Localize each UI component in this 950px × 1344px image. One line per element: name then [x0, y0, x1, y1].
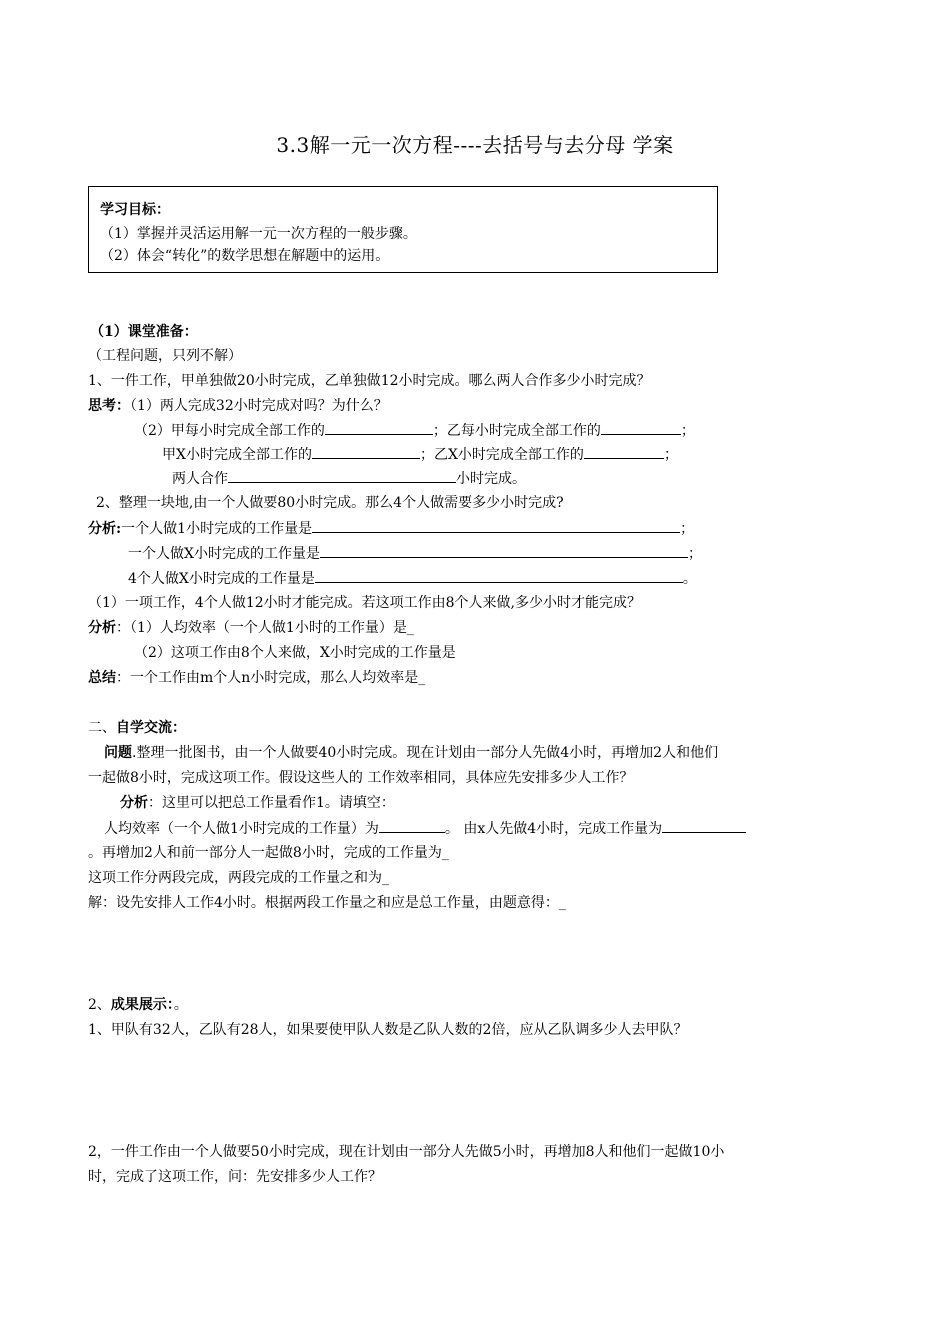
problem-label: 问题 [104, 745, 132, 761]
analysis2-line-1 [88, 618, 414, 638]
results-heading-text: 成果展示： [110, 997, 174, 1013]
think4-text-a: 两人合作 [172, 471, 228, 487]
self-heading-number: 二、 [88, 720, 116, 736]
problem-text-1: .整理一批图书，由一个人做要40小时完成。现在计划由一部分人先做4小时，再增加2人和他们 [132, 745, 719, 761]
analysis2-label: 分析 [88, 620, 116, 636]
self-study-heading [88, 718, 186, 738]
results-heading [88, 995, 188, 1015]
think2-text-a: （2）甲每小时完成全部工作的 [134, 423, 325, 439]
analysis2-line-2: （2）这项工作由8个人来做，X小时完成的工作量是 [134, 645, 456, 661]
think-line-4 [172, 468, 526, 489]
analysis-end-3: 。 [682, 571, 697, 587]
results-heading-number: 2、 [88, 997, 111, 1013]
results-heading-end: 。 [173, 997, 188, 1013]
results-question-2-line-1: 2，一件工作由一个人做要50小时完成，现在计划由一部分人先做5小时，再增加8人和他们一起做10小 [88, 1144, 725, 1160]
prep-question-3: （1）一项工作，4个人做12小时才能完成。若这项工作由8个人来做,多少小时才能完成？ [88, 595, 641, 611]
goal-item-2: （2）体会“转化”的数学思想在解题中的运用。 [100, 248, 390, 264]
summary-line [88, 668, 425, 688]
analysis-line-3 [128, 568, 697, 589]
self-analysis-text: ：这里可以把总工作量看作1。请填空： [148, 795, 395, 811]
analysis-end-1: ； [680, 521, 695, 537]
think4-text-b: 小时完成。 [456, 471, 526, 487]
analysis2-text-1: ：（1）人均效率（一个人做1小时的工作量）是_ [116, 620, 414, 636]
think3-text-a: 甲X小时完成全部工作的 [162, 447, 312, 463]
prep-question-1: 1、一件工作，甲单独做20小时完成，乙单独做12小时完成。哪么两人合作多少小时完成？ [88, 373, 651, 389]
summary-text: ：一个工作由m个人n小时完成，那么人均效率是_ [116, 670, 426, 686]
answer-blank[interactable] [379, 818, 445, 833]
goal-item-1: （1）掌握并灵活运用解一元一次方程的一般步骤。 [100, 226, 417, 242]
answer-blank[interactable] [584, 444, 664, 459]
think-line-2 [134, 420, 695, 441]
answer-blank[interactable] [320, 543, 688, 558]
answer-blank[interactable] [312, 444, 420, 459]
prep-question-2: 2、整理一块地,由一个人做要80小时完成。那么4个人做需要多少小时完成? [96, 495, 564, 511]
answer-blank[interactable] [228, 468, 456, 483]
think-label: 思考： [88, 398, 130, 414]
analysis-end-2: ； [687, 546, 702, 562]
answer-blank[interactable] [325, 420, 433, 435]
prep-note: （工程问题，只列不解） [88, 348, 242, 364]
think3-text-b: ；乙X小时完成全部工作的 [419, 447, 584, 463]
think-line-3 [162, 444, 678, 465]
think2-text-b: ；乙每小时完成全部工作的 [432, 423, 601, 439]
self-line-1-text-a: 人均效率（一个人做1小时完成的工作量）为 [104, 821, 379, 837]
answer-blank[interactable] [662, 818, 746, 833]
problem-line-1 [104, 743, 718, 763]
think2-text-c: ； [680, 423, 695, 439]
analysis-line-2 [128, 543, 702, 564]
self-analysis-label: 分析 [120, 795, 148, 811]
analysis-text-2: 一个人做X小时完成的工作量是 [128, 546, 320, 562]
self-line-4: 解：设先安排人工作4小时。根据两段工作量之和应是总工作量，由题意得：_ [88, 895, 566, 911]
summary-label: 总结 [88, 670, 116, 686]
goals-heading: 学习目标： [100, 202, 170, 218]
analysis-text-3: 4个人做X小时完成的工作量是 [128, 571, 315, 587]
think-item-1: （1）两人完成32小时完成对吗？为什么？ [130, 398, 388, 414]
self-line-2: 。再增加2人和前一部分人一起做8小时，完成的工作量为_ [88, 845, 449, 861]
self-line-1 [104, 818, 746, 839]
analysis-label: 分析: [88, 521, 122, 537]
self-analysis-line [120, 793, 395, 813]
analysis-line-1 [88, 518, 694, 539]
self-line-3: 这项工作分两段完成，两段完成的工作量之和为_ [88, 870, 389, 886]
results-question-2-line-2: 时，完成了这项工作，问：先安排多少人工作？ [88, 1169, 382, 1185]
answer-blank[interactable] [601, 420, 681, 435]
results-question-1: 1、甲队有32人，乙队有28人，如果要使甲队人数是乙队人数的2倍，应从乙队调多少人去甲队？ [88, 1022, 688, 1038]
page-title: 3.3解一元一次方程----去括号与去分母 学案 [276, 133, 674, 157]
answer-blank[interactable] [312, 518, 680, 533]
think3-text-c: ； [663, 447, 678, 463]
think-line-1 [88, 396, 388, 416]
self-heading-text: 自学交流： [116, 720, 186, 736]
answer-blank[interactable] [315, 568, 683, 583]
prep-heading: （1）课堂准备： [90, 324, 198, 340]
analysis-text-1: 一个人做1小时完成的工作量是 [121, 521, 313, 537]
problem-line-2: 一起做8小时，完成这项工作。假设这些人的 工作效率相同，具体应先安排多少人工作？ [88, 770, 634, 786]
self-line-1-text-b: 。 由x人先做4小时，完成工作量为 [444, 821, 663, 837]
